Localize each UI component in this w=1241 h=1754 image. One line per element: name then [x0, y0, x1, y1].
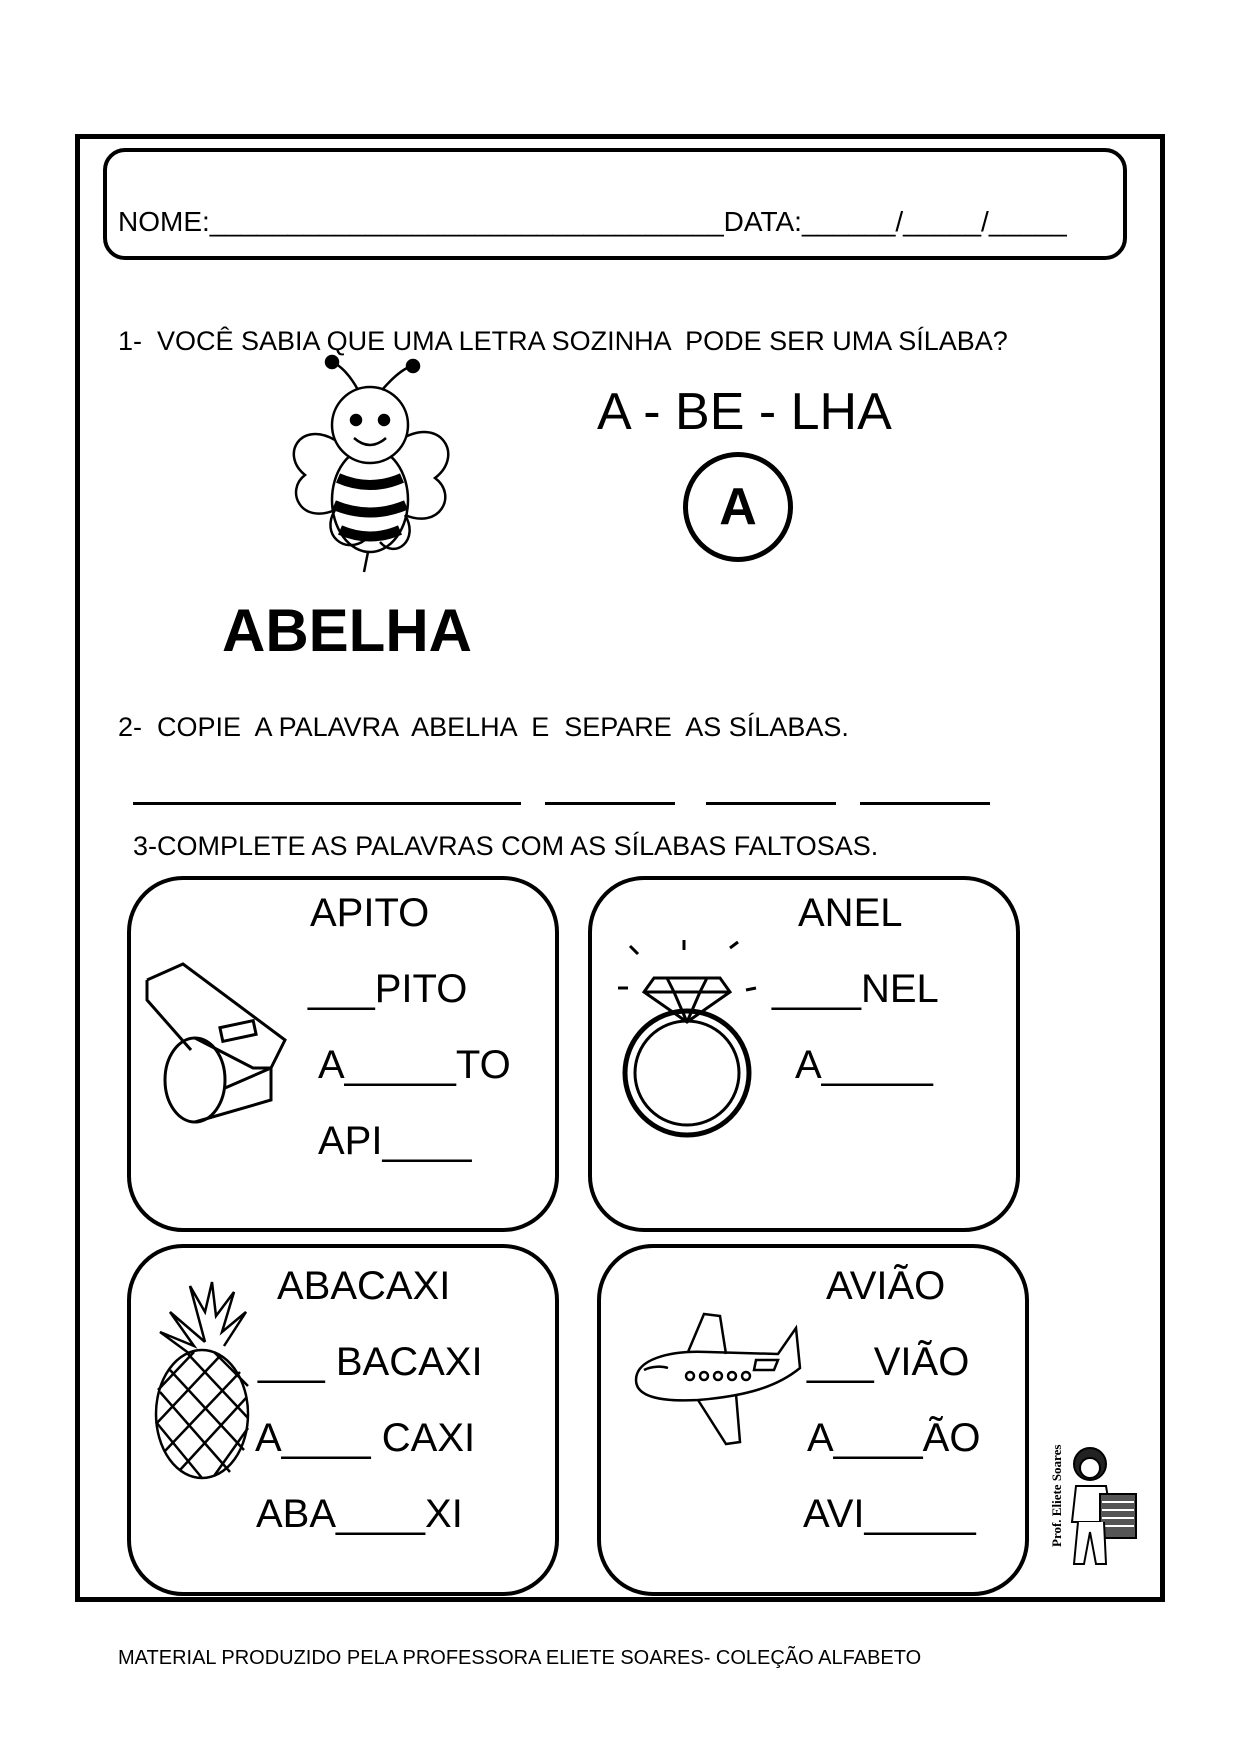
card-apito-word: APITO — [310, 891, 430, 935]
card-aviao-line-3[interactable]: AVI_____ — [803, 1492, 976, 1536]
teacher-logo — [1026, 1442, 1170, 1572]
word-abelha: ABELHA — [222, 597, 472, 664]
card-anel-line-1[interactable]: ____NEL — [772, 967, 939, 1011]
airplane-icon — [628, 1310, 803, 1450]
question-2-title: 2- COPIE A PALAVRA ABELHA E SEPARE AS SÍLABAS. — [118, 712, 849, 742]
card-abacaxi-word: ABACAXI — [277, 1264, 451, 1308]
card-abacaxi-line-1[interactable]: ___ BACAXI — [258, 1340, 483, 1384]
teacher-signature: Prof. Eliete Soares — [1049, 1444, 1064, 1547]
card-apito-line-1[interactable]: ___PITO — [308, 967, 468, 1011]
card-anel-word: ANEL — [798, 891, 903, 935]
card-abacaxi-line-3[interactable]: ABA____XI — [256, 1492, 463, 1536]
ring-icon — [612, 938, 762, 1138]
answer-blank-3[interactable] — [706, 802, 836, 805]
footer-credit: MATERIAL PRODUZIDO PELA PROFESSORA ELIETE SOARES- COLEÇÃO ALFABETO — [118, 1647, 922, 1669]
circled-letter — [683, 452, 793, 562]
name-date-line[interactable]: NOME:_________________________________DATA:______/_____/_____ — [118, 206, 1067, 237]
answer-blank-4[interactable] — [860, 802, 990, 805]
pineapple-icon — [150, 1282, 260, 1482]
question-1-title: 1- VOCÊ SABIA QUE UMA LETRA SOZINHA PODE SER UMA SÍLABA? — [118, 326, 1008, 356]
card-anel-line-2[interactable]: A_____ — [795, 1043, 933, 1087]
card-aviao-line-2[interactable]: A____ÃO — [807, 1416, 981, 1460]
answer-blank-2[interactable] — [545, 802, 675, 805]
answer-blank-1[interactable] — [133, 802, 521, 805]
header-box — [103, 148, 1127, 260]
card-abacaxi-line-2[interactable]: A____ CAXI — [255, 1416, 476, 1460]
card-apito-line-3[interactable]: API____ — [318, 1119, 472, 1163]
whistle-icon — [143, 960, 293, 1130]
card-aviao-word: AVIÃO — [826, 1264, 946, 1308]
circled-letter-text: A — [719, 478, 757, 536]
card-apito-line-2[interactable]: A_____TO — [318, 1043, 511, 1087]
question-3-title: 3-COMPLETE AS PALAVRAS COM AS SÍLABAS FALTOSAS. — [133, 831, 879, 861]
bee-icon — [280, 360, 470, 580]
syllable-split: A - BE - LHA — [597, 383, 892, 441]
card-aviao-line-1[interactable]: ___VIÃO — [807, 1340, 970, 1384]
